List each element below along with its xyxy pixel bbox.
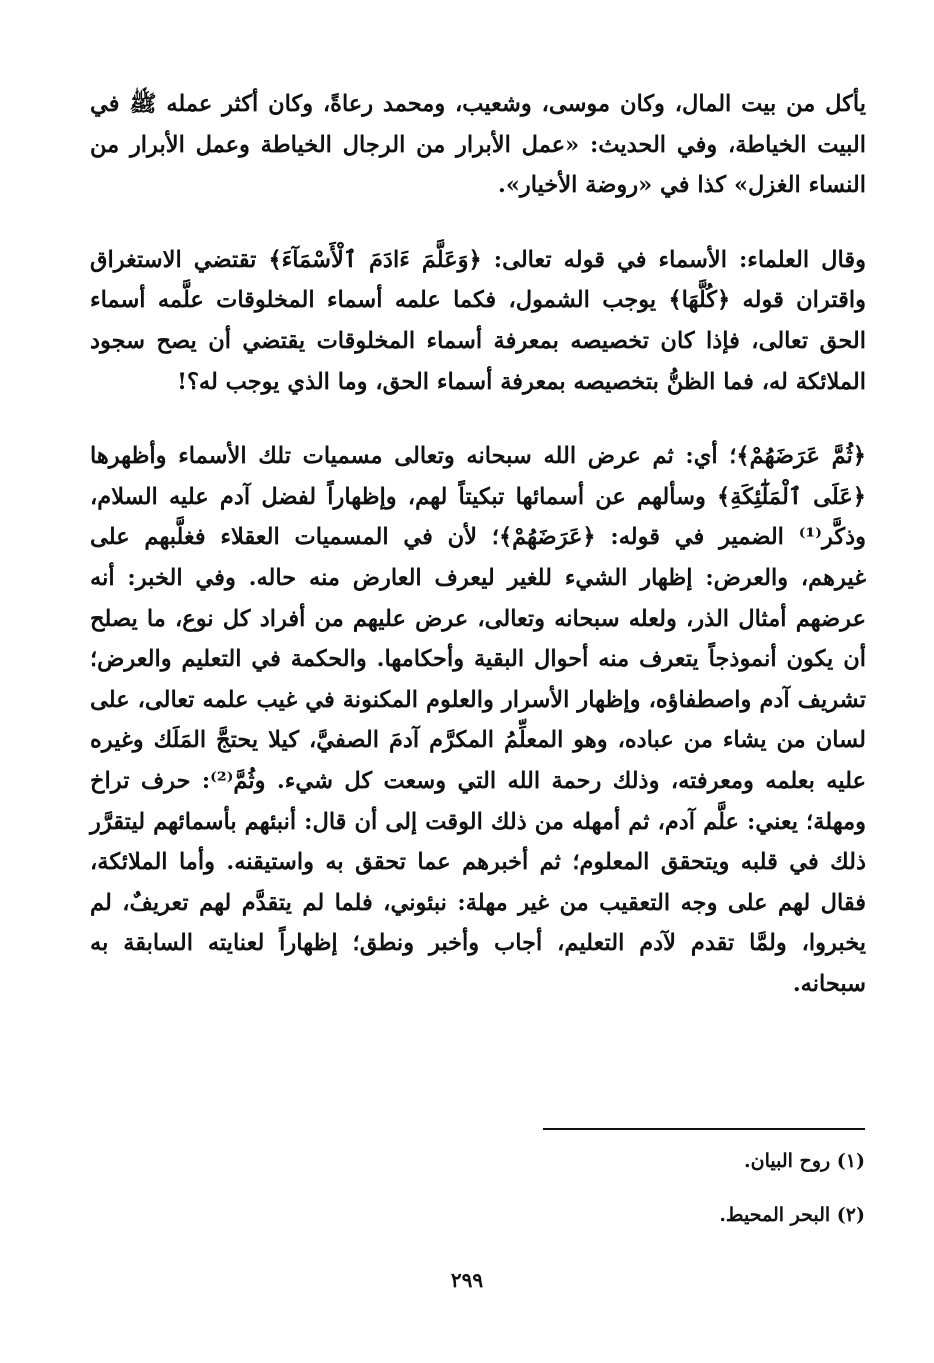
footnotes [465,1146,865,1254]
page-number: ٢٩٩ [450,1268,484,1292]
footnote-separator [543,1128,865,1130]
footnote-1: (١) روح البيان. [744,1150,865,1172]
footnote-2: (٢) البحر المحيط. [719,1204,865,1226]
paragraph-3: ﴿ثُمَّ عَرَضَهُمْ﴾؛ أي: ثم عرض الله سبحانه وتعالى مسميات تلك الأسماء وأظهرها ﴿عَلَى ٱلْمَلَٰٓئِكَةِ﴾ وسألهم عن أسمائها تبكيتاً لهم، وإظهاراً لفضل آدم عليه السلام، وذكَّر⁽¹⁾ الضمير في قوله: ﴿عَرَضَهُمْ﴾؛ لأن في المسميات العقلاء فغلَّبهم على غيرهم، والعرض: إظهار الشيء للغير ليعرف العارض منه حاله. وفي الخبر: أنه عرضهم أمثال الذر، ولعله سبحانه وتعالى، عرض عليهم من أفراد كل نوع، ما يصلح أن يكون أنموذجاً يتعرف منه أحوال البقية وأحكامها. والحكمة في التعليم والعرض؛ تشريف آدم واصطفاؤه، وإظهار الأسرار والعلوم المكنونة في غيب علمه تعالى، على لسان من يشاء من عباده، وهو المعلِّمُ المكرَّم آدمَ الصفيَّ، كيلا يحتجَّ المَلَك وغيره عليه بعلمه ومعرفته، وذلك رحمة الله التي وسعت كل شيء. وثُمَّ⁽²⁾: حرف تراخ ومهلة؛ يعني: علَّم آدم، ثم أمهله من ذلك الوقت إلى أن قال: أنبئهم بأسمائهم ليتقرَّر ذلك في قلبه ويتحقق المعلوم؛ ثم أخبرهم عما تحقق به واستيقنه. وأما الملائكة، فقال لهم على وجه التعقيب من غير مهلة: نبئوني، فلما لم يتقدَّم لهم تعريفٌ، لم يخبروا، ولمَّا تقدم لآدم التعليم، أجاب وأخبر ونطق؛ إظهاراً لعنايته السابقة به سبحانه. [90,443,866,997]
page-body [90,84,866,1004]
paragraph-2: وقال العلماء: الأسماء في قوله تعالى: ﴿وَعَلَّمَ ءَادَمَ ٱلْأَسْمَآءَ﴾ تقتضي الاستغراق واقتران قوله ﴿كُلَّهَا﴾ يوجب الشمول، فكما علمه أسماء المخلوقات علَّمه أسماء الحق تعالى، فإذا كان تخصيصه بمعرفة أسماء المخلوقات يقتضي أن يصح سجود الملائكة له، فما الظنُّ بتخصيصه بمعرفة أسماء الحق، وما الذي يوجب له؟! [90,246,866,395]
paragraph-1: يأكل من بيت المال، وكان موسى، وشعيب، ومحمد رعاةً، وكان أكثر عمله ﷺ في البيت الخياطة، وفي الحديث: «عمل الأبرار من الرجال الخياطة وعمل الأبرار من النساء الغزل» كذا في «روضة الأخيار». [90,91,866,199]
